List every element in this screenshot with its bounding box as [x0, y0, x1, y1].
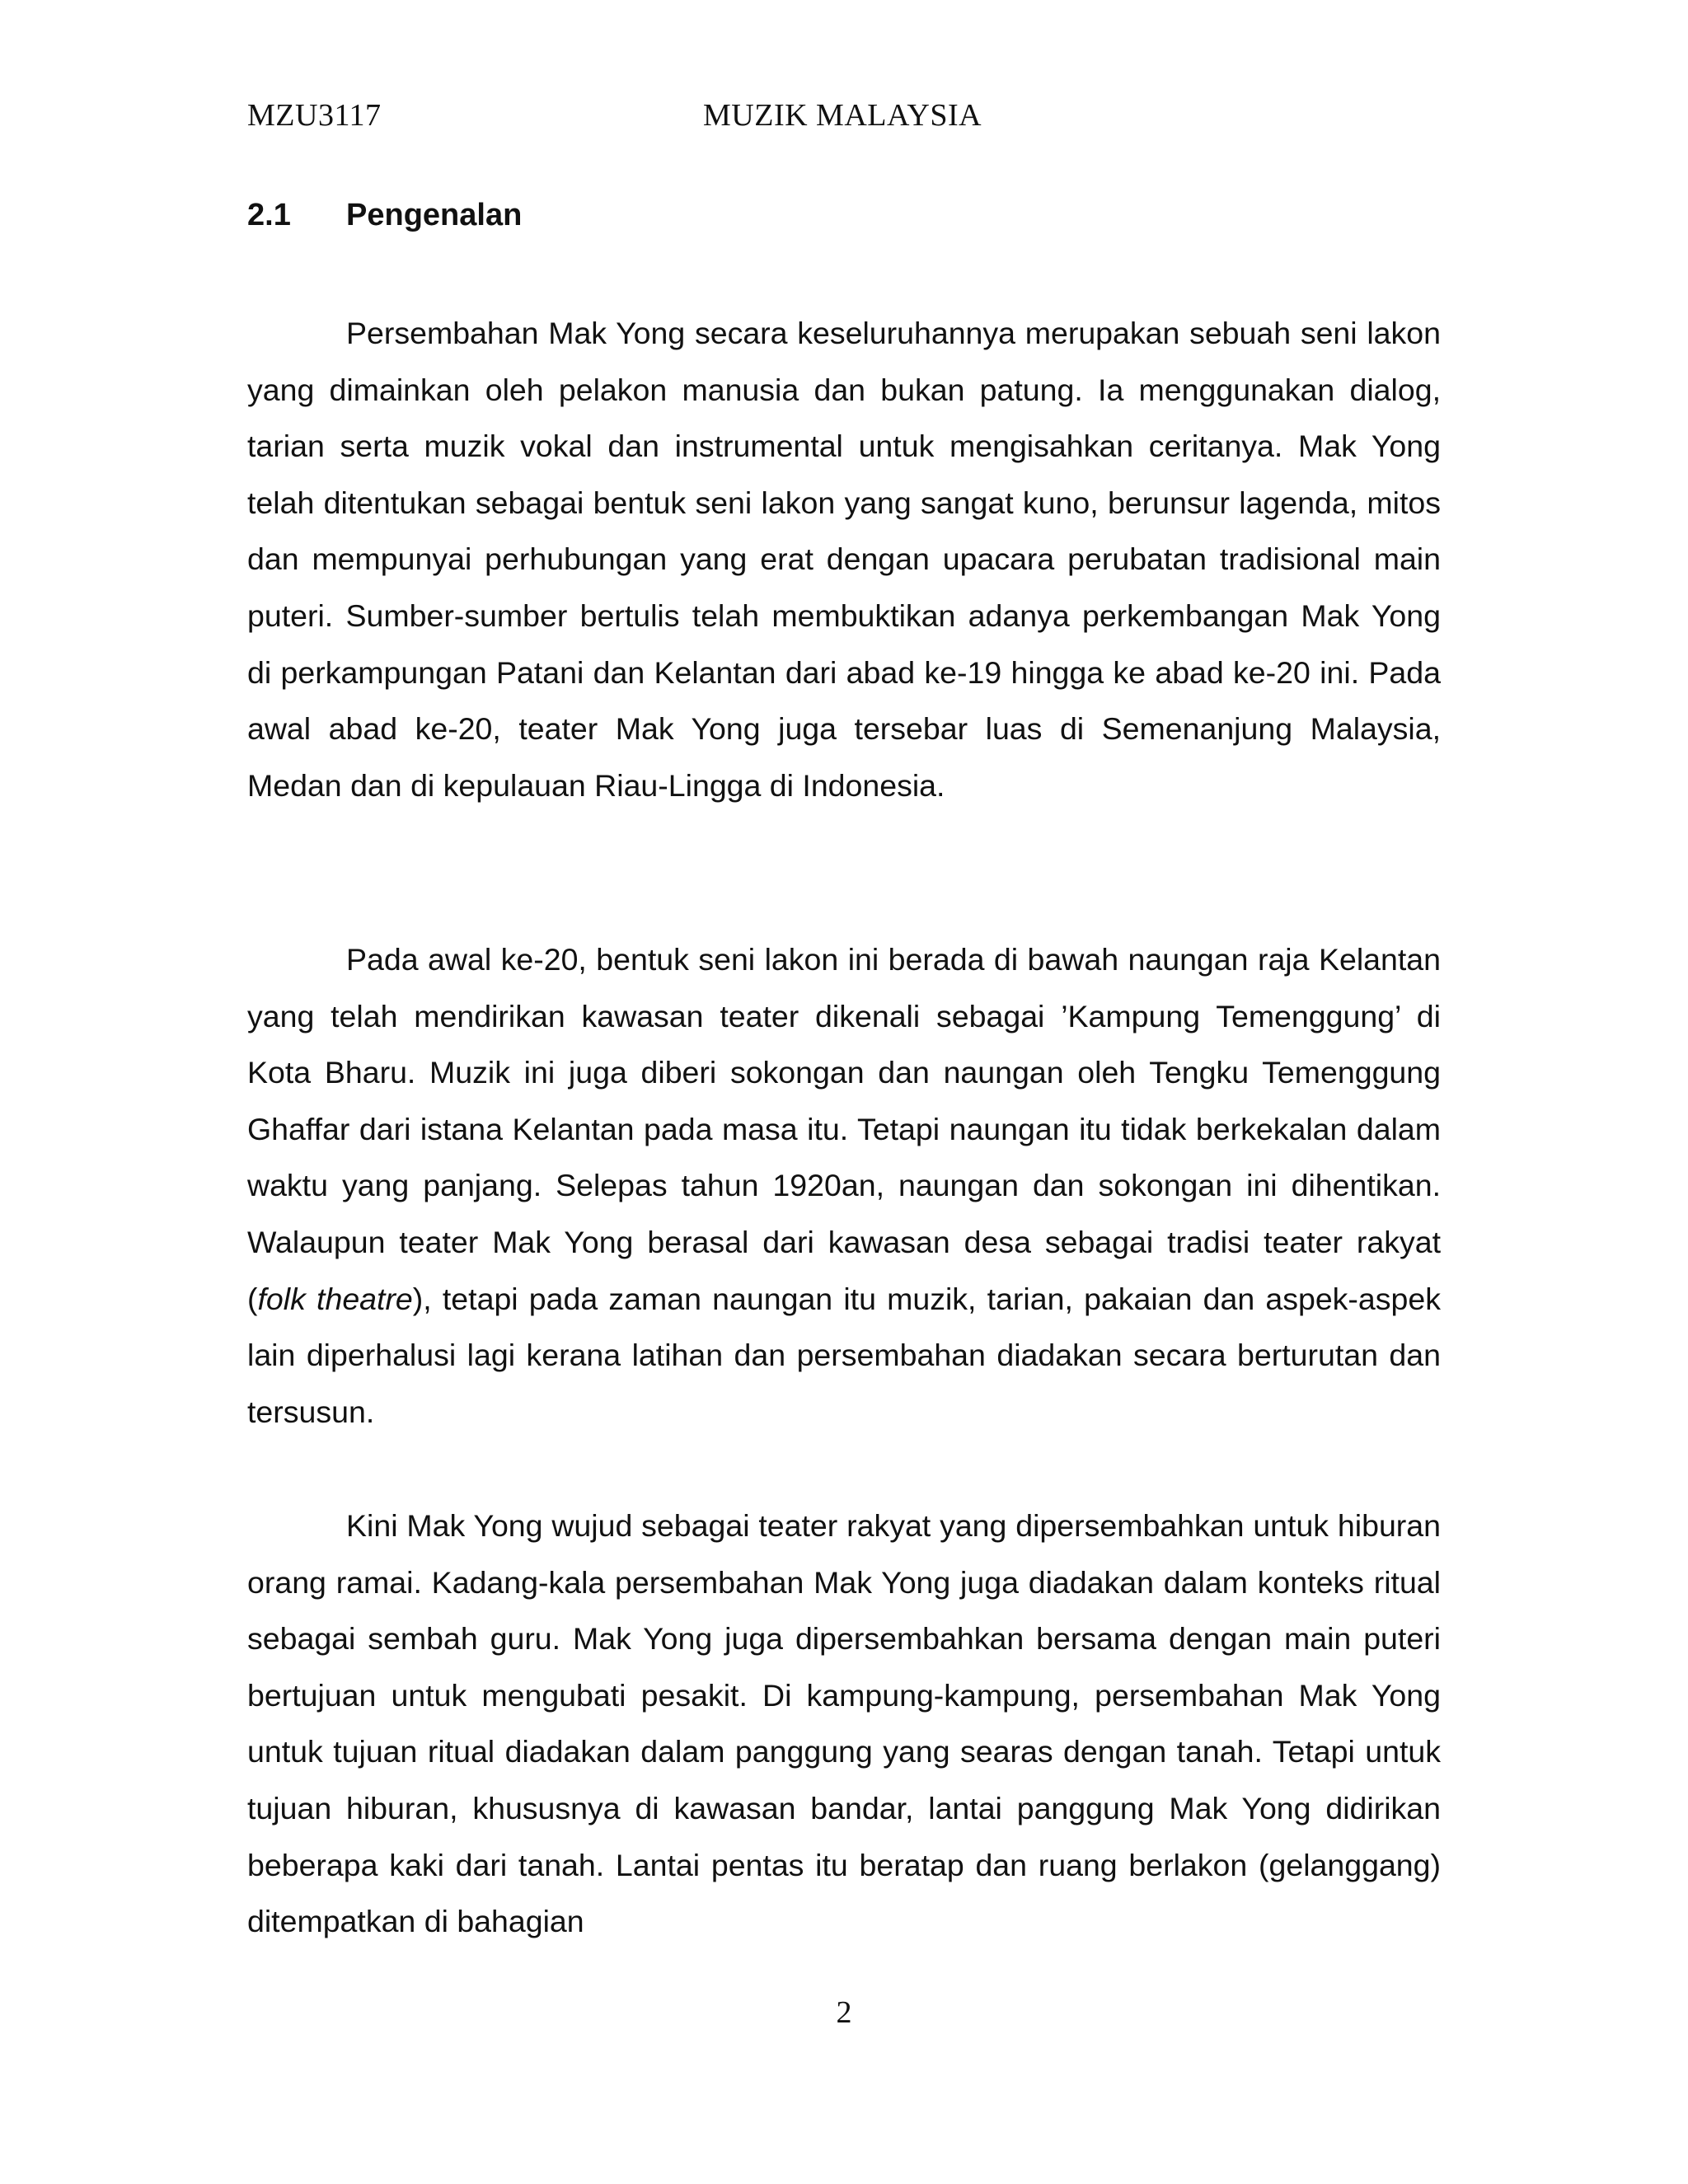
paragraph-3: Kini Mak Yong wujud sebagai teater rakyat yang dipersembahkan untuk hiburan orang ramai. Kadang-kala persembahan Mak Yong juga diadakan dalam konteks ritual sebagai sembah guru. Mak Yong juga dipersembahkan bersama dengan main puteri bertujuan untuk mengubati pesakit. Di kampung-kampung, persembahan Mak Yong untuk tujuan ritual diadakan dalam panggung yang searas dengan tanah. Tetapi untuk tujuan hiburan, khususnya di kawasan bandar, lantai panggung Mak Yong didirikan beberapa kaki dari tanah. Lantai pentas itu beratap dan ruang berlakon (gelanggang) ditempatkan di bahagian — [247, 1508, 1441, 1939]
section-heading — [247, 198, 522, 233]
header-course-code: MZU3117 — [247, 98, 382, 133]
section-title: Pengenalan — [346, 198, 523, 232]
paragraph-1: Persembahan Mak Yong secara keseluruhannya merupakan sebuah seni lakon yang dimainkan oleh pelakon manusia dan bukan patung. Ia menggunakan dialog, tarian serta muzik vokal dan instrumental untuk mengisahkan ceritanya. Mak Yong telah ditentukan sebagai bentuk seni lakon yang sangat kuno, berunsur lagenda, mitos dan mempunyai perhubungan yang erat dengan upacara perubatan tradisional main puteri. Sumber-sumber bertulis telah membuktikan adanya perkembangan Mak Yong di perkampungan Patani dan Kelantan dari abad ke-19 hingga ke abad ke-20 ini. Pada awal abad ke-20, teater Mak Yong juga tersebar luas di Semenanjung Malaysia, Medan dan di kepulauan Riau-Lingga di Indonesia. — [247, 316, 1441, 803]
page-number: 2 — [836, 1995, 852, 2030]
paragraph-2-text-end: ), tetapi pada zaman naungan itu muzik, tarian, pakaian dan aspek-aspek lain diperhalusi lagi kerana latihan dan persembahan diadakan secara berturutan dan tersusun. — [247, 1281, 1441, 1429]
section-number: 2.1 — [247, 198, 291, 232]
paragraph-2 — [247, 931, 1441, 1440]
paragraph-2-italic-term: folk theatre — [257, 1281, 413, 1316]
header-course-title: MUZIK MALAYSIA — [703, 98, 982, 133]
paragraph-2-text-start: Pada awal ke-20, bentuk seni lakon ini berada di bawah naungan raja Kelantan yang telah mendirikan kawasan teater dikenali sebagai ’Kampung Temenggung’ di Kota Bharu. Muzik ini juga diberi sokongan dan naungan oleh Tengku Temenggung Ghaffar dari istana Kelantan pada masa itu. Tetapi naungan itu tidak berkekalan dalam waktu yang panjang. Selepas tahun 1920an, naungan dan sokongan ini dihentikan. Walaupun teater Mak Yong berasal dari kawasan desa sebagai tradisi teater rakyat ( — [247, 942, 1441, 1316]
